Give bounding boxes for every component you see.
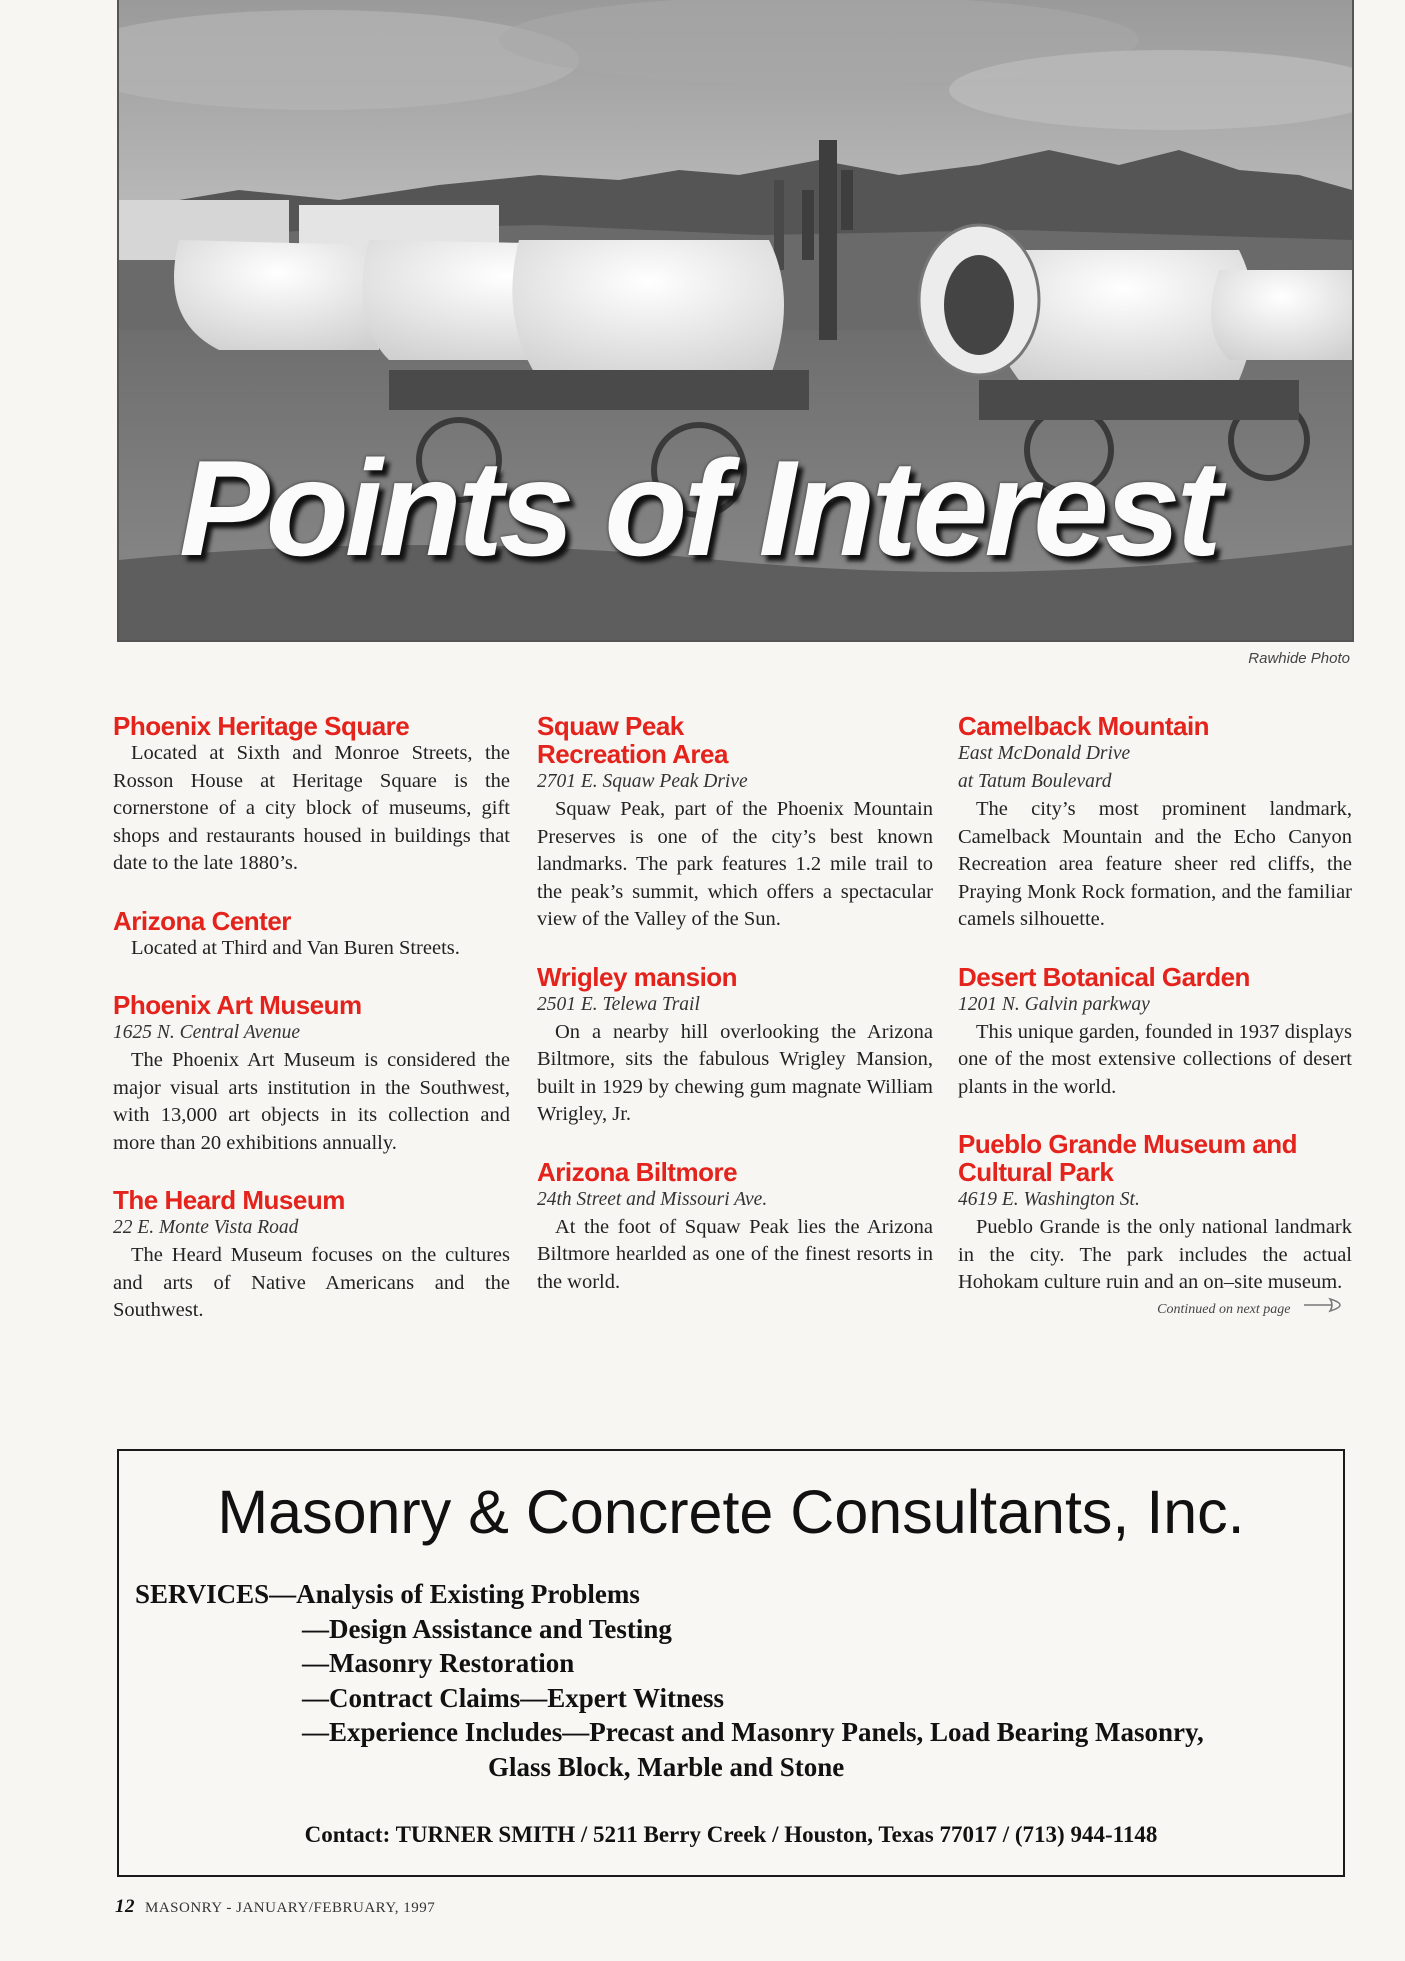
poi-address: 1625 N. Central Avenue: [113, 1022, 301, 1043]
poi-title: The Heard Museum: [113, 1185, 345, 1215]
poi-body: Pueblo Grande is the only national landmark in the city. The park includes the actual Hohokam culture ruin and an on–site museum.: [958, 1216, 1352, 1293]
continued-note[interactable]: [958, 1297, 1352, 1322]
poi-entry: [958, 963, 1352, 1102]
advertisement-box: [117, 1449, 1345, 1877]
continued-label: Continued on next page: [1157, 1301, 1291, 1317]
arrow-right-icon: [1302, 1297, 1352, 1313]
poi-body: The Phoenix Art Museum is considered the major visual arts institution in the Southwest, with 13,000 art objects in its collection and more than 20 exhibitions annually.: [113, 1049, 510, 1154]
service-item: —Masonry Restoration: [302, 1648, 575, 1678]
poi-body: The city’s most prominent landmark, Camelback Mountain and the Echo Canyon Recreation area feature sheer red cliffs, the Praying Monk Rock formation, and the familiar camels silhouette.: [958, 798, 1352, 930]
poi-title: Arizona Biltmore: [537, 1156, 738, 1187]
column-1: [113, 712, 510, 1354]
poi-entry: [113, 1186, 510, 1325]
poi-entry: [958, 712, 1352, 934]
poi-title: Wrigley mansion: [537, 961, 738, 992]
poi-address-line-2: at Tatum Boulevard: [958, 771, 1112, 792]
poi-entry: [113, 907, 510, 963]
services-label: SERVICES: [135, 1579, 270, 1609]
service-item: —Analysis of Existing Problems: [269, 1579, 640, 1609]
ad-services-list: [135, 1577, 1204, 1784]
ad-company-name: Masonry & Concrete Consultants, Inc.: [217, 1478, 1245, 1546]
hero-photo: [117, 0, 1354, 642]
column-2: [537, 712, 933, 1325]
poi-address: 4619 E. Washington St.: [958, 1189, 1140, 1210]
poi-title: Phoenix Heritage Square: [113, 711, 410, 741]
poi-body: Located at Sixth and Monroe Streets, the Rosson House at Heritage Square is the cornerstone of a city block of museums, gift shops and restaurants housed in buildings that date to the late 1880’s.: [113, 742, 510, 874]
poi-title: Phoenix Art Museum: [113, 990, 362, 1020]
service-item-continued: Glass Block, Marble and Stone: [488, 1751, 845, 1782]
poi-body: On a nearby hill overlooking the Arizona Biltmore, sits the fabulous Wrigley Mansion, built in 1929 by chewing gum magnate William Wrigley, Jr.: [537, 1020, 933, 1125]
poi-entry: [958, 1130, 1352, 1297]
poi-body: At the foot of Squaw Peak lies the Arizona Biltmore hearlded as one of the finest resorts in the world.: [537, 1215, 933, 1293]
poi-entry: [113, 991, 510, 1157]
column-3: [958, 712, 1352, 1322]
poi-body: Squaw Peak, part of the Phoenix Mountain Preserves is one of the city’s best known landmarks. The park features 1.2 mile trail to the peak’s summit, which offers a spectacular view of the Valley of the Sun.: [537, 798, 933, 930]
poi-title: Camelback Mountain: [958, 711, 1210, 741]
poi-title: Arizona Center: [113, 905, 291, 936]
page-title: Points of Interest: [179, 432, 1218, 584]
poi-entry: [537, 712, 933, 934]
ad-contact: Contact: TURNER SMITH / 5211 Berry Creek / Houston, Texas 77017 / (713) 944-1148: [304, 1822, 1158, 1847]
poi-address: 1201 N. Galvin parkway: [958, 993, 1150, 1015]
poi-body: This unique garden, founded in 1937 displays one of the most extensive collections of desert plants in the world.: [958, 1020, 1352, 1098]
poi-title: Squaw Peak Recreation Area: [537, 711, 728, 769]
poi-entry: [537, 1158, 933, 1297]
service-item: —Design Assistance and Testing: [302, 1613, 672, 1644]
poi-title: Desert Botanical Garden: [958, 961, 1250, 992]
poi-body: The Heard Museum focuses on the cultures and arts of Native Americans and the Southwest.: [113, 1244, 510, 1321]
poi-address: 2701 E. Squaw Peak Drive: [537, 771, 748, 792]
poi-address: 24th Street and Missouri Ave.: [537, 1188, 768, 1210]
service-item: —Contract Claims—Expert Witness: [302, 1682, 724, 1713]
poi-entry: [113, 712, 510, 878]
photo-credit: Rawhide Photo: [1248, 650, 1350, 667]
poi-body: Located at Third and Van Buren Streets.: [131, 936, 460, 959]
publication-info: MASONRY - JANUARY/FEBRUARY, 1997: [145, 1900, 436, 1916]
service-item: —Experience Includes—Precast and Masonry Panels, Load Bearing Masonry,: [302, 1717, 1204, 1747]
poi-entry: [537, 963, 933, 1129]
poi-address: 2501 E. Telewa Trail: [537, 993, 700, 1015]
page-number: 12: [115, 1896, 135, 1917]
service-row: [135, 1577, 1204, 1612]
poi-address: East McDonald Drive: [958, 743, 1131, 764]
poi-title: Pueblo Grande Museum and Cultural Park: [958, 1129, 1298, 1187]
page-footer: [115, 1896, 435, 1918]
poi-address: 22 E. Monte Vista Road: [113, 1217, 299, 1238]
